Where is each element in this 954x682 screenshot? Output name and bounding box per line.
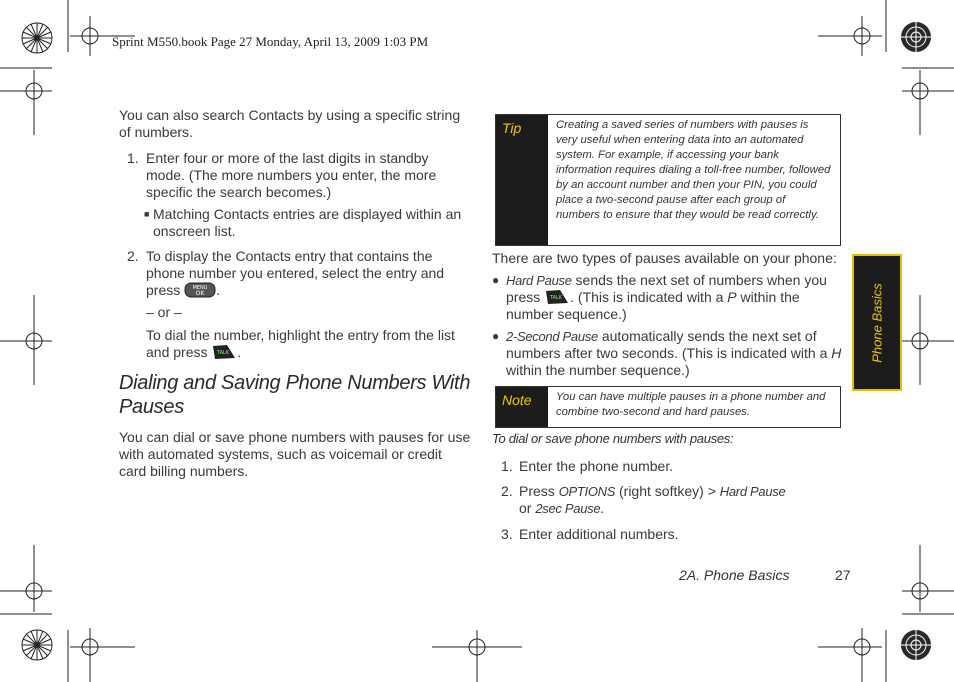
step-number: 1.: [127, 150, 139, 166]
print-header: Sprint M550.book Page 27 Monday, April 13, 2009 1:03 PM: [112, 34, 429, 49]
tip-box: [495, 114, 841, 246]
svg-text:MENU: MENU: [192, 285, 208, 291]
crosshair-right-1: [902, 70, 954, 135]
footer-section: 2A. Phone Basics: [679, 567, 790, 583]
bullet-hard-pause: ● Hard Pause sends the next set of numbers when you press TALK . (This is indicated with a P within the number sequence.): [492, 272, 827, 322]
svg-text:TALK: TALK: [550, 295, 563, 301]
square-bullet-icon: ■: [144, 209, 150, 219]
section-side-tab: Phone Basics: [852, 254, 902, 391]
step-text: Enter four or more of the last digits in standby mode. (The more numbers you enter, the more specific the search becomes.): [146, 150, 437, 200]
svg-text:TALK: TALK: [217, 350, 230, 356]
tip-label: Tip: [496, 115, 548, 245]
crosshair-left-low: [0, 545, 52, 612]
note-text: You can have multiple pauses in a phone number and combine two-second and hard pauses.: [556, 391, 826, 418]
note-box: [495, 386, 841, 428]
crosshair-right-low: [902, 545, 954, 612]
crosshair-bottom-right: [818, 628, 882, 682]
bullet-text: Matching Contacts entries are displayed within an onscreen list.: [153, 206, 462, 239]
or-separator: – or –: [146, 304, 182, 320]
page-number: 27: [835, 567, 851, 583]
procedure-title: To dial or save phone numbers with pauses:: [492, 431, 734, 446]
two-second-pause-term: 2-Second Pause: [506, 329, 598, 344]
pauses-paragraph: You can dial or save phone numbers with pauses for use with automated systems, such as voicemail or credit card billing numbers.: [119, 429, 471, 479]
step-1: [127, 150, 471, 201]
crosshair-left-mid: [0, 295, 52, 385]
step-text: To display the Contacts entry that contains the phone number you entered, select the entry and press: [146, 248, 445, 298]
bullet-2-second-pause: ● 2-Second Pause automatically sends the next set of numbers after two seconds. (This is indicated with a H within the number sequence.): [492, 328, 842, 378]
step-text-alt: To dial the number, highlight the entry from the list and press: [146, 327, 455, 360]
note-label: Note: [496, 387, 548, 427]
bullet-dot-icon: ●: [492, 329, 500, 343]
checker-target-bottom-right: [901, 630, 931, 660]
crosshair-top-right: [818, 16, 882, 56]
step-1-bullet: [144, 206, 471, 240]
crosshair-left-1: [0, 70, 52, 135]
tip-text: Creating a saved series of numbers with pauses is very useful when entering data into an automated system. For example, if accessing your bank information requires dialing a toll-free number, followed by an account number and then your PIN, you could place a two-second pause after each group of numbers to ensure that they would be read correctly.: [556, 119, 831, 221]
pauses-intro: There are two types of pauses available on your phone:: [492, 250, 837, 266]
talk-key-icon: [211, 344, 237, 360]
hard-pause-term: Hard Pause: [506, 273, 572, 288]
svg-text:OK: OK: [195, 290, 205, 297]
proc-step-1: 1. Enter the phone number.: [501, 458, 674, 474]
proc-step-2: 2. Press OPTIONS (right softkey) > Hard Pause or 2sec Pause.: [501, 483, 786, 516]
talk-key-icon: [544, 289, 570, 305]
crosshair-right-mid: [902, 295, 954, 385]
options-softkey-label: OPTIONS: [558, 484, 616, 499]
intro-paragraph: You can also search Contacts by using a specific string of numbers.: [119, 107, 461, 140]
section-heading: Dialing and Saving Phone Numbers With Pauses: [119, 372, 471, 418]
proc-step-3: 3. Enter additional numbers.: [501, 526, 679, 542]
bullet-dot-icon: ●: [492, 273, 500, 287]
checker-target-top-right: [901, 22, 931, 52]
step-number: 2.: [127, 248, 139, 264]
crosshair-bottom-center: [432, 630, 522, 682]
crosshair-bottom-left: [70, 628, 135, 682]
menu-ok-key-icon: [184, 282, 216, 298]
step-2: 2. To display the Contacts entry that contains the phone number you entered, select the entry and press MENU OK . – or – To dial the number, highlight the entry from the list and press TALK .: [127, 248, 471, 361]
star-target-bottom-left: [22, 630, 52, 660]
star-target-top-left: [22, 23, 52, 53]
